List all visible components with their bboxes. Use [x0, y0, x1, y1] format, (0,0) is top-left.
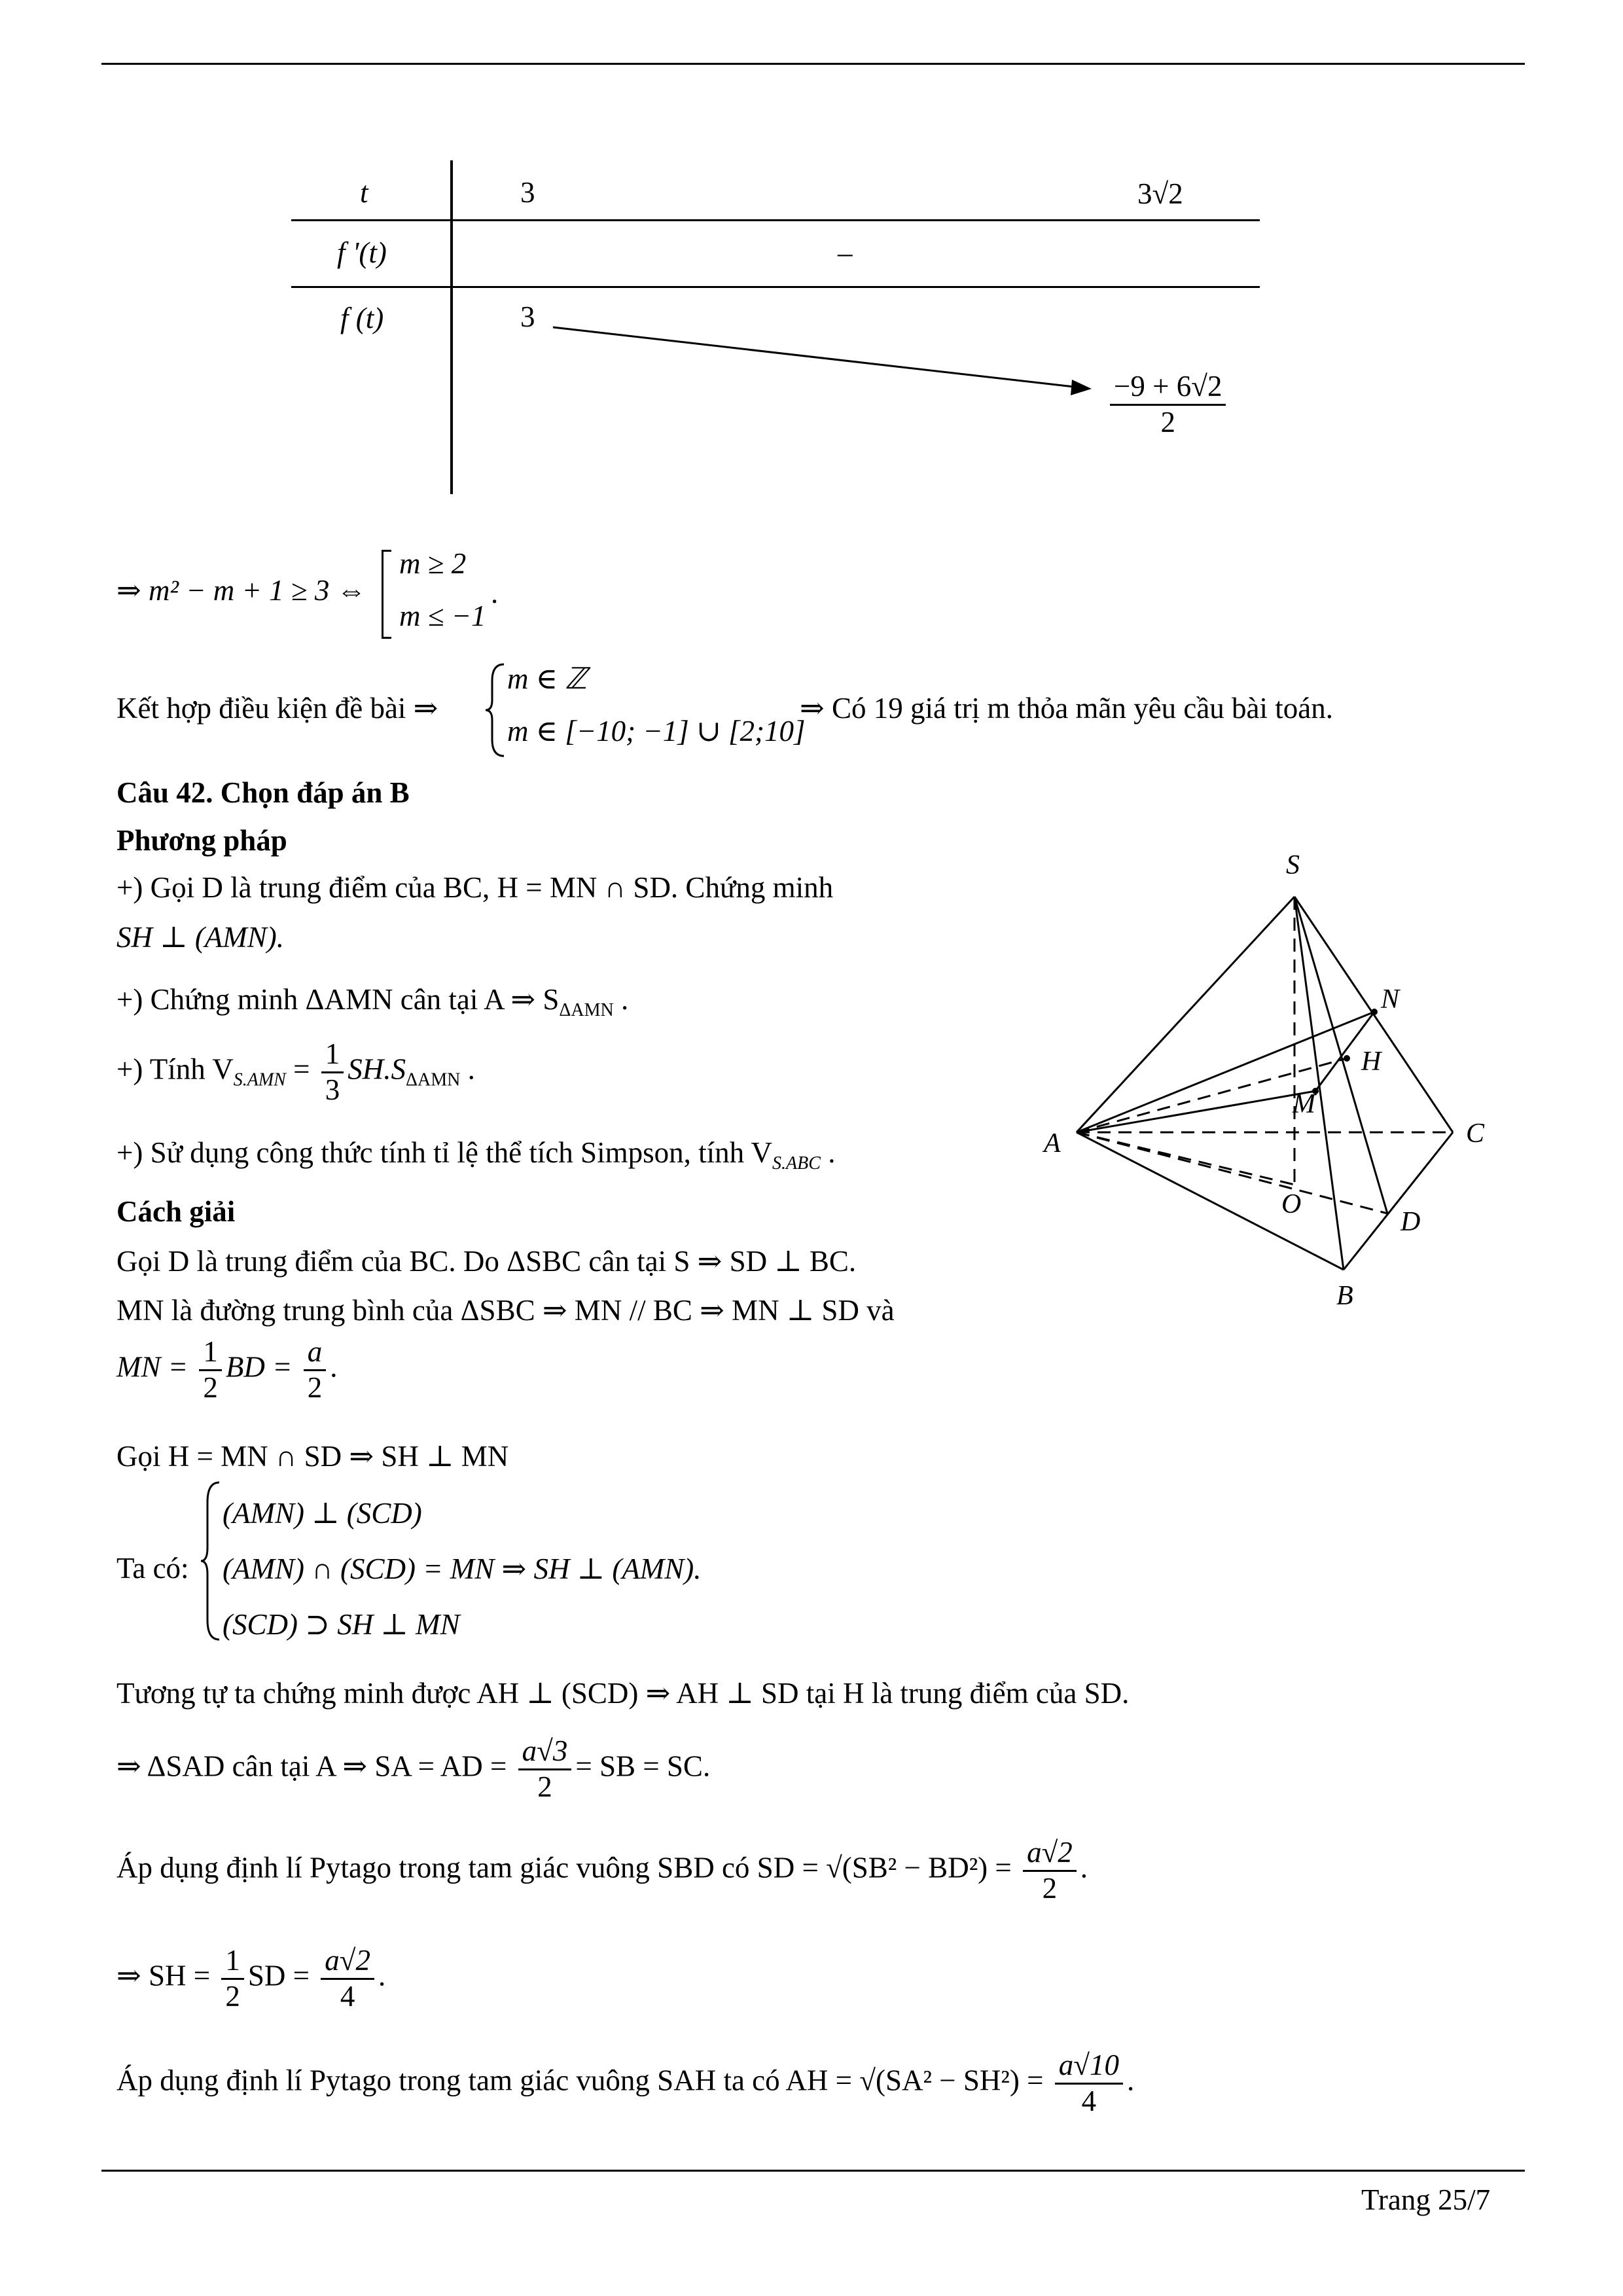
label-O: O	[1281, 1189, 1302, 1219]
combine-suffix: ⇒ Có 19 giá trị m thỏa mãn yêu cầu bài toán.	[800, 692, 1334, 725]
label-C: C	[1466, 1119, 1485, 1149]
page-number: Trang 25/7	[1361, 2183, 1491, 2216]
solution-step-9: ⇒ SH = $\frac{1}{2}$ SD = $\frac{a√2}{4}$ .	[116, 1944, 386, 2013]
solution-step-1: Gọi D là trung điểm của BC. Do ΔSBC cân tại S ⇒ SD ⊥ BC.	[116, 1245, 857, 1278]
system-label: Ta có:	[116, 1552, 189, 1585]
table-fprime-sign: –	[838, 236, 853, 269]
combine-brace	[484, 661, 510, 759]
table-label-fprime: f '(t)	[337, 236, 387, 269]
method-title: Phương pháp	[116, 824, 287, 857]
method-step-1b: SH ⊥ (AMN).	[116, 921, 285, 954]
implies-cond-2: m ≤ −1	[399, 600, 486, 632]
solution-title: Cách giải	[116, 1195, 236, 1228]
system-line-2: (AMN) ∩ (SCD) = MN ⇒ SH ⊥ (AMN).	[223, 1552, 702, 1585]
method-step-2: +) Chứng minh ΔAMN cân tại A ⇒ $S_{\Delta AMN}$ .	[116, 983, 629, 1020]
system-line-3: (SCD) ⊃ SH ⊥ MN	[223, 1608, 460, 1641]
combine-cond-1: m ∈ ℤ	[507, 662, 587, 695]
pyramid-figure	[1034, 844, 1492, 1322]
label-B: B	[1336, 1281, 1353, 1311]
combine-cond-2: m ∈ [−10; −1] ∪ [2;10]	[507, 715, 806, 747]
combine-prefix: Kết hợp điều kiện đề bài ⇒	[116, 692, 438, 725]
solution-step-4: Gọi H = MN ∩ SD ⇒ SH ⊥ MN	[116, 1440, 509, 1473]
system-line-1: (AMN) ⊥ (SCD)	[223, 1497, 422, 1530]
table-f-end: $\frac{-9 + 6√2}{2}$	[1106, 370, 1230, 440]
table-label-f: f (t)	[340, 302, 384, 334]
solution-step-2: MN là đường trung bình của ΔSBC ⇒ MN // BC ⇒ MN ⊥ SD và	[116, 1294, 895, 1327]
table-t-start: 3	[520, 176, 535, 209]
table-decrease-arrow	[0, 0, 1623, 458]
table-f-start: 3	[520, 300, 535, 333]
solution-step-10: Áp dụng định lí Pytago trong tam giác vuông SAH ta có AH = √(SA² − SH²) = $\frac{a√10}{4}$ .	[116, 2049, 1135, 2117]
label-M: M	[1293, 1089, 1315, 1119]
label-H: H	[1361, 1047, 1382, 1077]
label-D: D	[1400, 1207, 1421, 1237]
system-brace	[200, 1479, 226, 1643]
method-step-3: +) Tính $V_{S.AMN}$ = $\frac{1}{3}$ $SH.S_{\Delta AMN}$ .	[116, 1037, 475, 1106]
solution-step-3: MN = $\frac{1}{2}$ BD = $\frac{a}{2}$ .	[116, 1335, 338, 1404]
table-t-end: 3√2	[1137, 177, 1183, 210]
question-title: Câu 42. Chọn đáp án B	[116, 776, 410, 809]
label-S: S	[1286, 850, 1300, 880]
solution-step-7: ⇒ ΔSAD cân tại A ⇒ SA = AD = $\frac{a√3}{2}$ = SB = SC.	[116, 1734, 711, 1803]
implies-cond-1: m ≥ 2	[399, 547, 467, 580]
implies-line: ⇒ m² − m + 1 ≥ 3 ⇔	[116, 574, 366, 607]
solution-step-8: Áp dụng định lí Pytago trong tam giác vuông SBD có SD = √(SB² − BD²) = $\frac{a√2}{2}$ .	[116, 1836, 1088, 1905]
label-N: N	[1381, 984, 1400, 1014]
table-label-t: t	[360, 176, 368, 209]
method-step-4: +) Sử dụng công thức tính tỉ lệ thể tích Simpson, tính $V_{S.ABC}$ .	[116, 1136, 836, 1174]
solution-step-6: Tương tự ta chứng minh được AH ⊥ (SCD) ⇒ AH ⊥ SD tại H là trung điểm của SD.	[116, 1677, 1130, 1710]
method-step-1a: +) Gọi D là trung điểm của BC, H = MN ∩ SD. Chứng minh	[116, 871, 834, 904]
label-A: A	[1044, 1128, 1061, 1158]
footer-rule	[101, 2170, 1525, 2172]
